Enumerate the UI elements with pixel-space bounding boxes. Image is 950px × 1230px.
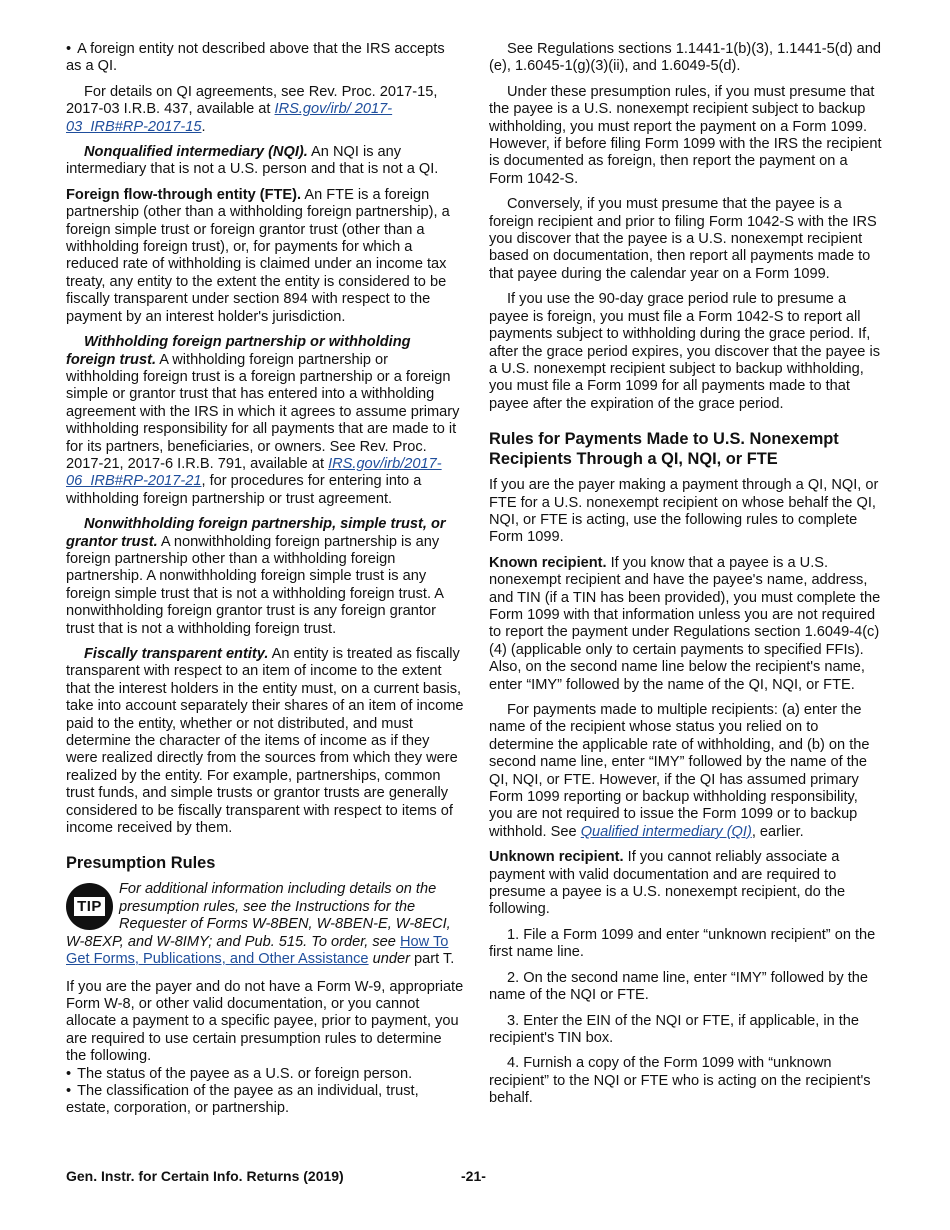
rules-intro-paragraph: If you are the payer making a payment through a QI, NQI, or FTE for a U.S. nonexempt recipient on whose behalf the QI, NQI, or FTE is acting, use the following rules to complete Form 1099. — [489, 477, 879, 546]
nwfp-heading: Nonwithholding foreign partnership, simple trust, or grantor trust. — [66, 516, 446, 550]
wfp-heading: Withholding foreign partnership or withholding foreign trust. — [66, 334, 411, 368]
step-2: 2. On the second name line, enter “IMY” followed by the name of the NQI or FTE. — [489, 969, 868, 1004]
unknown-recipient-paragraph: Unknown recipient. If you cannot reliably associate a payment with valid documentation and are required to presume a payee is a U.S. nonexempt recipient, do the following. — [489, 849, 846, 918]
tip-box: TIP For additional information including details on the presumption rules, see the Instructions for the Requester of Forms W-8BEN, W-8BEN-E, W-8ECI, W-8EXP, and W-8IMY; and Pub. 515. To order, see How To Get Forms, Publications, and Other Assistance under part T. — [66, 881, 455, 968]
qi-agreements-paragraph: For details on QI agreements, see Rev. Proc. 2017-15, 2017-03 I.R.B. 437, available at IRS.gov/irb/ 2017-03_IRB#RP-2017-15. — [66, 83, 438, 135]
qi-bullet: • A foreign entity not described above that the IRS accepts as a QI. — [66, 41, 464, 76]
nonwithholding-paragraph: Nonwithholding foreign partnership, simple trust, or grantor trust. A nonwithholding foreign partnership is any foreign partnership other than a withholding foreign partnership. A nonwithholding foreign simple trust is any foreign simple trust that is not a withholding foreign trust. A nonwithholding foreign grantor trust is any foreign grantor trust that is not a withholding foreign trust. — [66, 516, 446, 637]
payer-paragraph: If you are the payer and do not have a Form W-9, appropriate Form W-8, or other valid documentation, or you cannot allocate a payment to a specific payee, prior to payment, you are required to use certain presumption rules to determine the following. — [66, 978, 464, 1065]
classification-bullet: • The classification of the payee as an individual, trust, estate, corporation, or partnership. — [66, 1083, 464, 1118]
presumption-rules-heading: Presumption Rules — [66, 854, 216, 873]
nqi-paragraph: Nonqualified intermediary (NQI). An NQI is any intermediary that is not a U.S. person and that is not a QI. — [66, 144, 439, 178]
fiscally-transparent-paragraph: Fiscally transparent entity. An entity is treated as fiscally transparent with respect to an item of income to the extent that the interest holders in the entity must, on a current basis, take into account separately their shares of an item of income paid to the entity, whether or not distributed, and must determine the character of the items of income as if they were realized directly from the sources from which they were realized by the entity. For example, partnerships, common trust funds, and simple trusts or grantor trusts are generally considered to be fiscally transparent with respect to items of income received by them. — [66, 646, 464, 837]
known-recipient-paragraph: Known recipient. If you know that a payee is a U.S. nonexempt recipient and have the payee's name, address, and TIN (if a TIN has been provided), you must complete the Form 1099 with that information unless you are not required to report the payment under Regulations section 1.6049-4(c)(4) (applicable only to certain payments to specified FFIs). Also, on the second name line below the recipient's name, enter “IMY” followed by the name of the QI, NQI, or FTE. — [489, 554, 881, 693]
fiscally-transparent-heading: Fiscally transparent entity. — [84, 646, 269, 662]
grace-period-paragraph: If you use the 90-day grace period rule to presume a payee is foreign, you must file a Form 1042-S to report all payments subject to withholding during the grace period. If, after the grace period expires, you discover that the payee is a U.S. nonexempt recipient subject to backup withholding, you must file a Form 1099 for all payments made to that payee after the expiration of the grace period. — [489, 291, 881, 412]
status-bullet: • The status of the payee as a U.S. or foreign person. — [66, 1066, 464, 1083]
fte-paragraph: Foreign flow-through entity (FTE). An FTE is a foreign partnership (other than a withholding foreign partnership), a foreign simple trust or foreign grantor trust (other than a withholding foreign trust), or, for payments for which a reduced rate of withholding is claimed under an income tax treaty, any entity to the extent the entity is considered to be fiscally transparent under section 894 with respect to the payment by an interest holder's jurisdiction. — [66, 186, 450, 325]
irb-2017-06-link[interactable]: IRS.gov/irb/2017-06_IRB#RP-2017-21 — [66, 455, 442, 490]
qualified-intermediary-link[interactable]: Qualified intermediary (QI) — [580, 823, 752, 840]
step-3: 3. Enter the EIN of the NQI or FTE, if applicable, in the recipient's TIN box. — [489, 1012, 860, 1046]
irb-2017-03-link[interactable]: IRS.gov/irb/ 2017-03_IRB#RP-2017-15 — [66, 101, 393, 135]
conversely-paragraph: Conversely, if you must presume that the payee is a foreign recipient and prior to filing Form 1042-S with the IRS you discover that the payee is a U.S. nonexempt recipient based on documentation, then report all payments made to that payee during the calendar year on a Form 1099. — [489, 196, 877, 282]
tip-icon: TIP — [66, 883, 113, 930]
nqi-heading: Nonqualified intermediary (NQI). — [84, 144, 308, 161]
unknown-recipient-heading: Unknown recipient. — [489, 849, 624, 866]
rules-for-payments-heading: Rules for Payments Made to U.S. Nonexempt Recipients Through a QI, NQI, or FTE — [489, 430, 839, 469]
presumption-1099-paragraph: Under these presumption rules, if you must presume that the payee is a U.S. nonexempt recipient subject to backup withholding, you must report the payment on a Form 1099. However, if before filing Form 1099 with the IRS the recipient is documented as foreign, then report the payment on a Form 1042-S. — [489, 83, 882, 187]
fte-heading: Foreign flow-through entity (FTE). — [66, 186, 302, 203]
step-4: 4. Furnish a copy of the Form 1099 with “unknown recipient” to the NQI or FTE who is acting on the recipient's behalf. — [489, 1055, 871, 1107]
how-to-get-forms-link[interactable]: How To Get Forms, Publications, and Other Assistance — [66, 933, 449, 968]
multiple-recipients-paragraph: For payments made to multiple recipients: (a) enter the name of the recipient whose status you relied on to determine the applicable rate of withholding, and (b) on the second name line, enter “IMY” followed by the name of the QI, NQI, or FTE. However, if the QI has assumed primary Form 1099 reporting or backup withholding responsibility, you are not required to issue the Form 1099 or to backup withhold. See Qualified intermediary (QI), earlier. — [489, 702, 870, 840]
page-number: -21- — [461, 1168, 486, 1184]
known-recipient-heading: Known recipient. — [489, 554, 607, 571]
footer-title: Gen. Instr. for Certain Info. Returns (2019) — [66, 1168, 344, 1184]
right-column — [489, 41, 885, 1108]
left-column — [66, 41, 464, 1118]
withholding-foreign-partnership-paragraph: Withholding foreign partnership or withholding foreign trust. A withholding foreign partnership or withholding foreign trust is a foreign partnership or a foreign simple or grantor trust that has entered into a withholding agreement with the IRS in which it agrees to assume primary withholding responsibility for all payments that are made to it for its partners, beneficiaries, or owners. See Rev. Proc. 2017-21, 2017-6 I.R.B. 791, available at IRS.gov/irb/2017-06_IRB#RP-2017-21, for procedures for entering into a withholding foreign partnership or trust agreement. — [66, 334, 460, 507]
step-1: 1. File a Form 1099 and enter “unknown recipient” on the first name line. — [489, 926, 876, 961]
regulations-paragraph: See Regulations sections 1.1441-1(b)(3), 1.1441-5(d) and (e), 1.6045-1(g)(3)(ii), and 1.6049-5(d). — [489, 41, 881, 75]
